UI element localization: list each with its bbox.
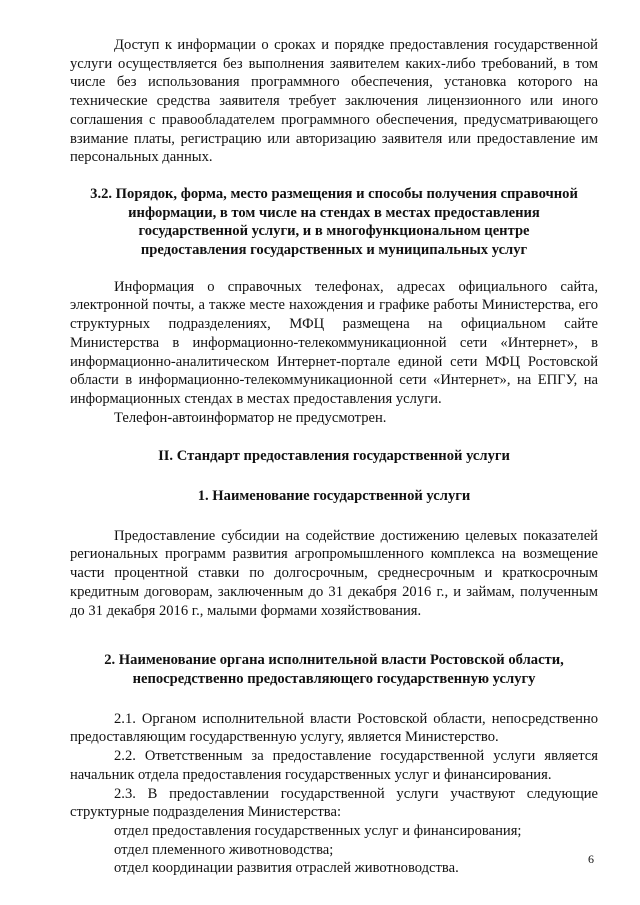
paragraph-2-3: 2.3. В предоставлении государственной услуги участвуют следующие структурные подразделения Министерства: bbox=[70, 785, 598, 821]
heading-1-service-name: 1. Наименование государственной услуги bbox=[197, 488, 471, 505]
list-item: отдел координации развития отраслей животноводства. bbox=[114, 860, 459, 877]
list-item: отдел предоставления государственных услуг и финансирования; bbox=[114, 822, 522, 839]
heading-2-authority: 2. Наименование органа исполнительной власти Ростовской области, непосредственно предоставляющего государственную услугу bbox=[104, 652, 564, 687]
heading-section-II: II. Стандарт предоставления государственной услуги bbox=[158, 448, 510, 465]
paragraph-access-info: Доступ к информации о сроках и порядке предоставления государственной услуги осуществляется без выполнения заявителем каких-либо требований, в том числе без использования программного обеспечения, установка которого на технические средства заявителя требует заключения лицензионного или иного соглашения с правообладателем программного обеспечения, предусматривающего взимание платы, регистрацию или авторизацию заявителя или предоставление им персональных данных. bbox=[70, 37, 598, 166]
heading-3-2: 3.2. Порядок, форма, место размещения и способы получения справочной информации, в том числе на стендах в местах предоставления государственной услуги, и в многофункциональном центре предоставления государственных и муниципальных услуг bbox=[90, 185, 578, 259]
paragraph-autoinformer: Телефон-автоинформатор не предусмотрен. bbox=[114, 409, 387, 426]
document-page bbox=[70, 36, 598, 878]
list-item: отдел племенного животноводства; bbox=[114, 841, 334, 858]
paragraph-service-name: Предоставление субсидии на содействие достижению целевых показателей региональных программ развития агропромышленного комплекса на возмещение части процентной ставки по долгосрочным, среднесрочным и краткосрочным кредитным договорам, заключенным до 31 декабря 2016 г., и займам, полученным до 31 декабря 2016 г., малыми формами хозяйствования. bbox=[70, 527, 598, 619]
paragraph-2-2: 2.2. Ответственным за предоставление государственной услуги является начальник отдела предоставления государственных услуг и финансирования. bbox=[70, 748, 598, 783]
paragraph-reference-info: Информация о справочных телефонах, адресах официального сайта, электронной почты, а также месте нахождения и графике работы Министерства, его структурных подразделениях, МФЦ размещена на официальном сайте Министерства в информационно-телекоммуникационной сети «Интернет», в информационно-аналитическом Интернет-портале единой сети МФЦ Ростовской области в информационно-телекоммуникационной сети «Интернет», на ЕПГУ, на информационных стендах в местах предоставления услуги. bbox=[70, 278, 598, 407]
paragraph-2-1: 2.1. Органом исполнительной власти Ростовской области, непосредственно предоставляющим государственную услугу, является Министерство. bbox=[70, 710, 598, 746]
page-number: 6 bbox=[588, 852, 594, 866]
